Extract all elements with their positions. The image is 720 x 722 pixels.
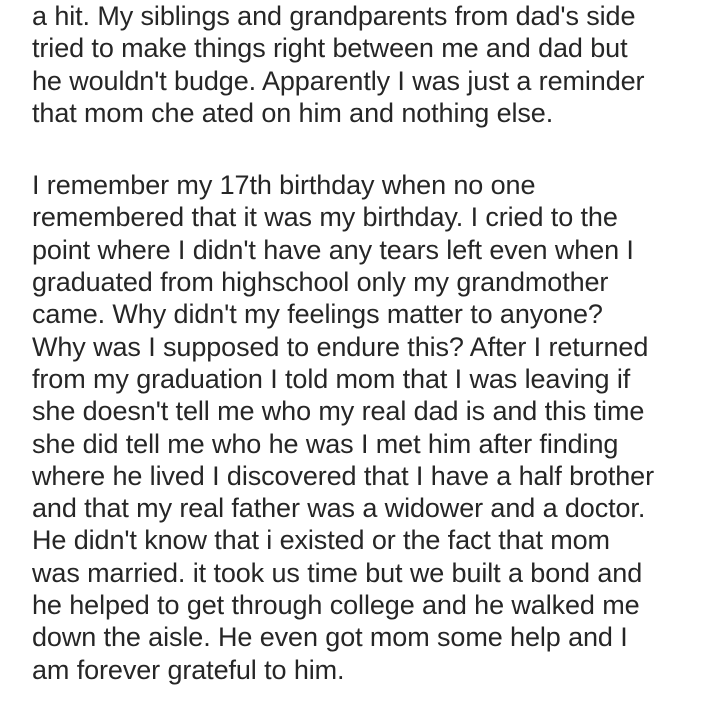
text-line: he wouldn't budge. Apparently I was just a reminder [32, 65, 645, 96]
text-line: was married. it took us time but we built a bond and [32, 557, 643, 588]
text-line: she did tell me who he was I met him after finding [32, 428, 619, 459]
text-line: came. Why didn't my feelings matter to anyone? [32, 299, 603, 330]
text-line: she doesn't tell me who my real dad is and this time [32, 396, 645, 427]
paragraph-gap [32, 129, 712, 169]
text-line: and that my real father was a widower and a doctor. [32, 493, 646, 524]
text-line: from my graduation I told mom that I was leaving if [32, 363, 631, 394]
text-line: point where I didn't have any tears left even when I [32, 234, 634, 265]
text-line: he helped to get through college and he walked me [32, 590, 640, 621]
text-line: Why was I supposed to endure this? After I returned [32, 331, 649, 362]
text-line: remembered that it was my birthday. I cried to the [32, 202, 618, 233]
text-line: that mom che ated on him and nothing else. [32, 97, 554, 128]
text-line: am forever grateful to him. [32, 654, 345, 685]
text-line: I remember my 17th birthday when no one [32, 170, 536, 201]
text-line: tried to make things right between me and dad but [32, 33, 628, 64]
text-line: He didn't know that i existed or the fact that mom [32, 525, 610, 556]
paragraph-2 [32, 169, 712, 686]
text-line: down the aisle. He even got mom some help and I [32, 622, 628, 653]
text-line: graduated from highschool only my grandmother [32, 267, 609, 298]
story-text [32, 0, 712, 686]
text-line: a hit. My siblings and grandparents from dad's side [32, 1, 636, 31]
text-line: where he lived I discovered that I have a half brother [32, 460, 654, 491]
paragraph-1 [32, 0, 712, 129]
